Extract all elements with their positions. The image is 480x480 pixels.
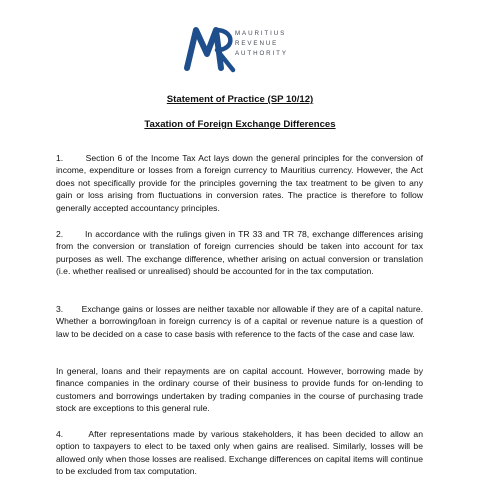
document-title: Statement of Practice (SP 10/12) (166, 94, 314, 105)
logo-line-1: MAURITIUS (235, 30, 287, 37)
document-subtitle: Taxation of Foreign Exchange Differences (144, 119, 336, 130)
logo-line-3: AUTHORITY (235, 50, 288, 57)
paragraph-3-continued: In general, loans and their repayments are on capital account. However, borrowing made by finance companies in the ordinary course of their business to provide funds for on-lending to customers and borrowings undertaken by trading companies in the course of purchasing trade stock are exceptions to this general rule. (56, 366, 423, 414)
mra-logo (183, 24, 303, 74)
logo-line-2: REVENUE (235, 40, 279, 47)
paragraph-4: 4. After representations made by various stakeholders, it has been decided to allow an option to taxpayers to elect to be taxed only when gains are realised. Similarly, losses will be allowed only when those losses are realised. Exchange differences on capital items will continue to be excluded from tax computation. (56, 429, 423, 477)
logo-wordmark (235, 29, 288, 59)
paragraph-1: 1. Section 6 of the Income Tax Act lays down the general principles for the conversion of income, expenditure or losses from a foreign currency to Mauritius currency. However, the Act does not specifically provide for the principles governing the tax treatment to be given to any gain or loss arising from fluctuations in conversion rates. The practice is therefore to follow generally accepted accountancy principles. (56, 153, 423, 213)
paragraph-2: 2. In accordance with the rulings given in TR 33 and TR 78, exchange differences arising from the conversion or translation of foreign currencies should be taken into account for tax purposes as well. The exchange difference, whether arising on actual conversion or translation (i.e. whether realised or unrealised) should be accounted for in the tax computation. (56, 229, 423, 277)
mra-logo-mark (183, 24, 237, 74)
paragraph-3: 3. Exchange gains or losses are neither taxable nor allowable if they are of a capital nature. Whether a borrowing/loan in foreign currency is of a capital or revenue nature is a question of law to be decided on a case to case basis with reference to the facts of the case and case law. (56, 304, 423, 339)
